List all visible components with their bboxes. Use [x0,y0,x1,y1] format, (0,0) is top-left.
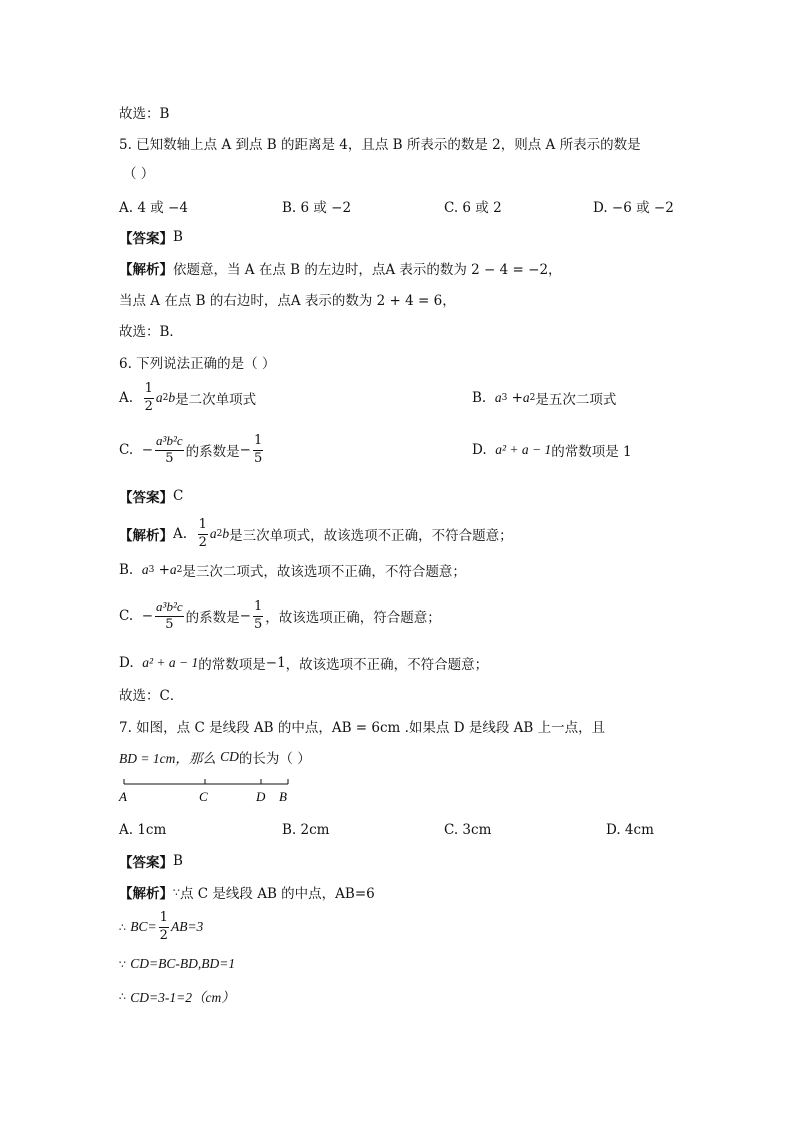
because-icon: ∵ [173,885,180,899]
option-c: C. 3cm [444,822,492,838]
label-a: A [119,789,127,804]
option-d: D. a² + a − 1 的常数项是 1 [472,442,632,460]
question-6-conclusion: 故选：C． [119,688,184,704]
therefore-icon: ∴ [119,920,126,934]
option-a: A. 4 或 −4 [119,200,188,216]
option-a: A. $\frac{1}{2}$ a 2 b 是二次单项式 [119,381,257,414]
question-5-analysis-2: 当点 A 在点 B 的右边时，点A 表示的数为 2 + 4 = 6， [119,293,456,309]
question-7-analysis: 【解析】 ∵ 点 C 是线段 AB 的中点，AB=6 [119,885,375,902]
question-6-analysis-b: B. a 3 + a 2 是三次二项式，故该选项不正确，不符合题意； [119,562,466,580]
question-6-answer: 【答案】 C [119,488,184,506]
therefore-icon: ∴ [119,989,126,1003]
label-c: C [199,789,208,804]
question-7-analysis-4: ∴ CD=3-1=2（cm） [119,989,235,1005]
fraction-fifth: $\frac{1}{5}$ [253,433,263,466]
question-7-answer: 【答案】 B [119,853,183,871]
question-5-paren: （ ） [123,166,155,182]
question-6: 6. 下列说法正确的是（ ） [119,356,276,372]
question-7-options [0,818,794,842]
segment-figure [0,775,794,815]
label-b: B [279,789,287,804]
fraction-half: $\frac{1}{2}$ [144,381,153,414]
question-7-analysis-2: ∴ BC= $\frac{1}{2}$ AB=3 [119,910,204,943]
question-5: 5. 已知数轴上点 A 到点 B 的距离是 4，且点 B 所表示的数是 2，则点 A 所表示的数是 [119,137,641,153]
option-c: C. − $\frac{\text{a³b²c}}{5}$ 的系数是 − $\frac{1}{5}$ [119,433,263,466]
option-d: D. 4cm [606,822,654,838]
label-d: D [256,789,266,804]
option-b: B. 6 或 −2 [282,200,352,216]
option-c: C. 6 或 2 [444,200,502,216]
question-5-conclusion: 故选：B． [119,324,183,340]
prev-conclusion: 故选：B [119,106,170,122]
fraction-coef: $\frac{\text{a³b²c}}{5}$ [156,433,183,466]
question-5-answer: 【答案】 B [119,229,183,247]
question-6-analysis-a: 【解析】 A. $\frac{1}{2}$ a 2 b 是三次单项式，故该选项不正确，不符合题意； [119,517,513,550]
question-6-analysis-c: C. − $\frac{\text{a³b²c}}{5}$ 的系数是 − $\frac{1}{5}$ ，故该选项正确，符合题意； [119,599,441,632]
question-6-analysis-d: D. a² + a − 1 的常数项是 −1 ，故该选项不正确，不符合题意； [119,655,489,673]
option-b: B. 2cm [282,822,330,838]
question-5-options [0,194,794,218]
option-d: D. −6 或 −2 [593,200,674,216]
question-6-row-ab [0,381,794,414]
question-7: 7. 如图，点 C 是线段 AB 的中点，AB = 6cm .如果点 D 是线段 AB 上一点，且 [119,720,606,736]
question-7-analysis-3: ∵ CD=BC-BD,BD=1 [119,956,236,971]
option-a: A. 1cm [119,822,167,838]
question-7-line-2: BD = 1cm，那么 CD 的长为（ ） [119,749,311,767]
question-6-row-cd [0,433,794,466]
because-icon: ∵ [119,957,126,971]
question-5-analysis: 【解析】 依题意，当 A 在点 B 的左边时，点A 表示的数为 2 − 4 = −2， [119,262,562,278]
option-b: B. a 3 + a 2 是五次二项式 [472,390,617,408]
